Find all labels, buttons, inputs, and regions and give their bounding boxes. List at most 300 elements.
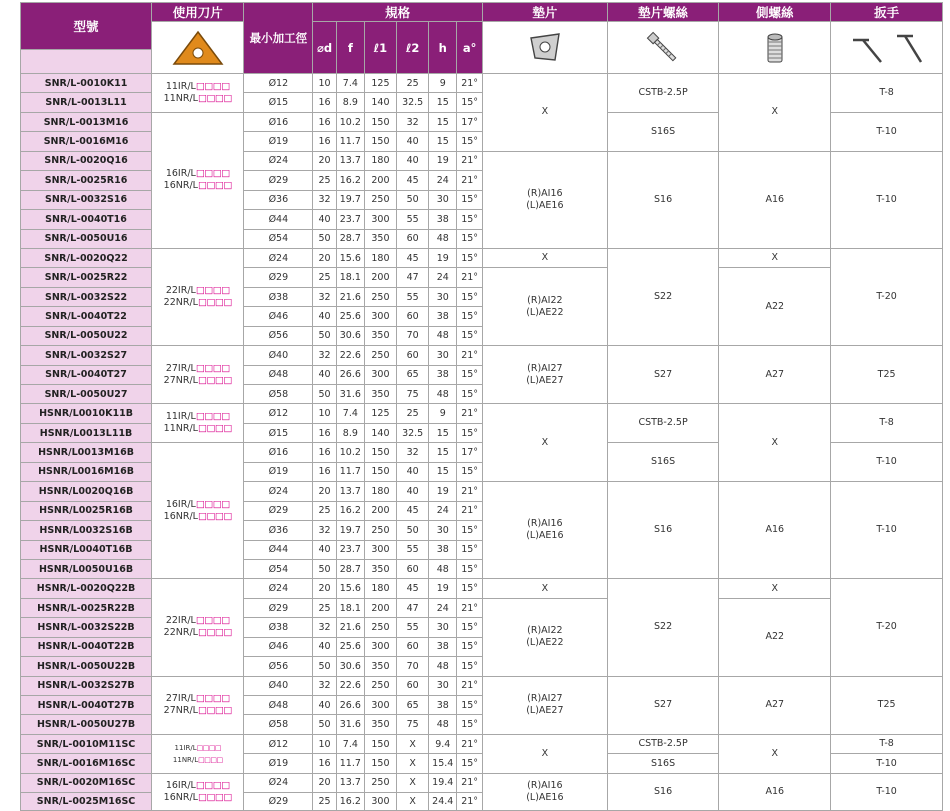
min-bore: Ø40 bbox=[244, 346, 313, 365]
dim-l1: 250 bbox=[364, 618, 396, 637]
model-code: SNR/L-0032S16 bbox=[21, 190, 152, 209]
dim-d: 16 bbox=[313, 443, 337, 462]
dim-d: 40 bbox=[313, 307, 337, 326]
side-screw-spec: X bbox=[719, 74, 831, 152]
shim-spec: (R)AI22 (L)AE22 bbox=[483, 598, 608, 676]
model-code: SNR/L-0025R22 bbox=[21, 268, 152, 287]
dim-f: 11.7 bbox=[336, 754, 364, 773]
dim-l2: 45 bbox=[397, 171, 429, 190]
dim-h: 24 bbox=[429, 598, 457, 617]
model-code: SNR/L-0032S27 bbox=[21, 346, 152, 365]
dim-l1: 300 bbox=[364, 365, 396, 384]
dim-d: 20 bbox=[313, 248, 337, 267]
shim-screw-spec: S16 bbox=[607, 482, 719, 579]
dim-a: 21° bbox=[457, 268, 483, 287]
dim-a: 21° bbox=[457, 501, 483, 520]
min-bore: Ø38 bbox=[244, 618, 313, 637]
dim-l1: 150 bbox=[364, 132, 396, 151]
dim-d: 50 bbox=[313, 715, 337, 734]
model-code: SNR/L-0020M16SC bbox=[21, 773, 152, 792]
dim-l1: 350 bbox=[364, 715, 396, 734]
dim-h: 19 bbox=[429, 482, 457, 501]
wrench-icon-cell bbox=[831, 22, 943, 74]
model-code: HSNR/L0050U16B bbox=[21, 559, 152, 578]
dim-l2: 70 bbox=[397, 326, 429, 345]
dim-l2: 55 bbox=[397, 287, 429, 306]
model-code: SNR/L-0025R16 bbox=[21, 171, 152, 190]
dim-h: 15 bbox=[429, 423, 457, 442]
dim-f: 22.6 bbox=[336, 346, 364, 365]
min-bore: Ø46 bbox=[244, 637, 313, 656]
shim-screw-spec: S22 bbox=[607, 579, 719, 676]
dim-f: 23.7 bbox=[336, 540, 364, 559]
dim-d: 16 bbox=[313, 423, 337, 442]
model-code: SNR/L-0025M16SC bbox=[21, 793, 152, 811]
dim-h: 30 bbox=[429, 521, 457, 540]
dim-f: 21.6 bbox=[336, 287, 364, 306]
side-screw-spec: A27 bbox=[719, 676, 831, 734]
dim-a: 15° bbox=[457, 365, 483, 384]
dim-a: 21° bbox=[457, 482, 483, 501]
dim-l1: 300 bbox=[364, 540, 396, 559]
side-screw-spec: A16 bbox=[719, 151, 831, 248]
dim-f: 18.1 bbox=[336, 598, 364, 617]
header-shim: 墊片 bbox=[483, 3, 608, 22]
model-code: HSNR/L-0032S27B bbox=[21, 676, 152, 695]
model-code: HSNR/L0032S16B bbox=[21, 521, 152, 540]
dim-f: 16.2 bbox=[336, 501, 364, 520]
table-row bbox=[21, 248, 943, 267]
dim-l1: 150 bbox=[364, 734, 396, 753]
dim-l1: 125 bbox=[364, 404, 396, 423]
dim-h: 24 bbox=[429, 268, 457, 287]
dim-a: 15° bbox=[457, 229, 483, 248]
model-code: HSNR/L0025R16B bbox=[21, 501, 152, 520]
wrench-spec: T-10 bbox=[831, 773, 943, 810]
dim-d: 20 bbox=[313, 773, 337, 792]
col-d: ⌀d bbox=[313, 22, 337, 74]
dim-f: 25.6 bbox=[336, 307, 364, 326]
min-bore: Ø56 bbox=[244, 326, 313, 345]
dim-f: 13.7 bbox=[336, 151, 364, 170]
shim-screw-spec: S22 bbox=[607, 248, 719, 345]
dim-l2: 32 bbox=[397, 443, 429, 462]
dim-l1: 250 bbox=[364, 676, 396, 695]
dim-a: 21° bbox=[457, 676, 483, 695]
wrench-spec: T-20 bbox=[831, 579, 943, 676]
dim-l1: 180 bbox=[364, 482, 396, 501]
dim-l2: 60 bbox=[397, 229, 429, 248]
dim-l1: 250 bbox=[364, 521, 396, 540]
dim-f: 26.6 bbox=[336, 696, 364, 715]
dim-a: 15° bbox=[457, 287, 483, 306]
dim-h: 19.4 bbox=[429, 773, 457, 792]
dim-a: 17° bbox=[457, 443, 483, 462]
dim-l2: 40 bbox=[397, 482, 429, 501]
dim-f: 13.7 bbox=[336, 482, 364, 501]
dim-a: 15° bbox=[457, 637, 483, 656]
dim-f: 31.6 bbox=[336, 715, 364, 734]
dim-l2: 60 bbox=[397, 346, 429, 365]
shim-screw-spec: S16 bbox=[607, 773, 719, 810]
dim-d: 32 bbox=[313, 676, 337, 695]
dim-l1: 300 bbox=[364, 637, 396, 656]
model-spacer bbox=[21, 50, 152, 74]
dim-l1: 200 bbox=[364, 501, 396, 520]
min-bore: Ø19 bbox=[244, 754, 313, 773]
side-screw-spec: X bbox=[719, 404, 831, 482]
min-bore: Ø29 bbox=[244, 793, 313, 811]
shim-spec: (R)AI16 (L)AE16 bbox=[483, 773, 608, 810]
dim-l2: 25 bbox=[397, 404, 429, 423]
dim-d: 50 bbox=[313, 326, 337, 345]
dim-d: 20 bbox=[313, 482, 337, 501]
dim-f: 31.6 bbox=[336, 385, 364, 404]
min-bore: Ø29 bbox=[244, 268, 313, 287]
dim-h: 48 bbox=[429, 326, 457, 345]
dim-l1: 180 bbox=[364, 579, 396, 598]
min-bore: Ø19 bbox=[244, 132, 313, 151]
dim-l1: 180 bbox=[364, 151, 396, 170]
model-code: HSNR/L-0050U22B bbox=[21, 657, 152, 676]
wrench-spec: T-10 bbox=[831, 151, 943, 248]
dim-h: 30 bbox=[429, 190, 457, 209]
wrench-spec: T-10 bbox=[831, 443, 943, 482]
dim-f: 11.7 bbox=[336, 462, 364, 481]
dim-h: 30 bbox=[429, 618, 457, 637]
model-code: SNR/L-0013M16 bbox=[21, 112, 152, 131]
min-bore: Ø12 bbox=[244, 74, 313, 93]
shim-screw-spec: S16S bbox=[607, 754, 719, 773]
dim-h: 15 bbox=[429, 112, 457, 131]
min-bore: Ø44 bbox=[244, 210, 313, 229]
table-row bbox=[21, 404, 943, 423]
dim-l2: 65 bbox=[397, 696, 429, 715]
side-screw-spec: A22 bbox=[719, 268, 831, 346]
dim-a: 21° bbox=[457, 598, 483, 617]
dim-h: 30 bbox=[429, 676, 457, 695]
screw-icon bbox=[643, 28, 683, 68]
dim-a: 21° bbox=[457, 151, 483, 170]
dim-f: 10.2 bbox=[336, 112, 364, 131]
min-bore: Ø24 bbox=[244, 482, 313, 501]
dim-l1: 350 bbox=[364, 229, 396, 248]
dim-h: 9.4 bbox=[429, 734, 457, 753]
model-code: HSNR/L-0040T22B bbox=[21, 637, 152, 656]
dim-l2: 40 bbox=[397, 151, 429, 170]
dim-l2: 55 bbox=[397, 618, 429, 637]
model-code: SNR/L-0020Q22 bbox=[21, 248, 152, 267]
model-code: SNR/L-0032S22 bbox=[21, 287, 152, 306]
side-screw-spec: X bbox=[719, 734, 831, 773]
table-row bbox=[21, 773, 943, 792]
insert-spec: 22IR/L□□□□ 22NR/L□□□□ bbox=[152, 248, 244, 345]
dim-l1: 200 bbox=[364, 171, 396, 190]
dim-f: 30.6 bbox=[336, 657, 364, 676]
triangle-insert-icon bbox=[169, 29, 227, 67]
dim-f: 7.4 bbox=[336, 734, 364, 753]
dim-a: 15° bbox=[457, 462, 483, 481]
dim-d: 10 bbox=[313, 734, 337, 753]
dim-a: 15° bbox=[457, 696, 483, 715]
dim-d: 16 bbox=[313, 132, 337, 151]
model-code: HSNR/L0010K11B bbox=[21, 404, 152, 423]
shim-spec: (R)AI16 (L)AE16 bbox=[483, 482, 608, 579]
dim-d: 32 bbox=[313, 618, 337, 637]
shim-spec: (R)AI22 (L)AE22 bbox=[483, 268, 608, 346]
min-bore: Ø48 bbox=[244, 696, 313, 715]
min-bore: Ø58 bbox=[244, 385, 313, 404]
min-bore: Ø15 bbox=[244, 423, 313, 442]
model-code: HSNR/L-0050U27B bbox=[21, 715, 152, 734]
side-screw-spec: X bbox=[719, 248, 831, 267]
wrench-spec: T-10 bbox=[831, 754, 943, 773]
dim-h: 15 bbox=[429, 132, 457, 151]
dim-l2: 45 bbox=[397, 248, 429, 267]
insert-spec: 11IR/L□□□□ 11NR/L□□□□ bbox=[152, 404, 244, 443]
side-screw-spec: X bbox=[719, 579, 831, 598]
dim-a: 15° bbox=[457, 326, 483, 345]
wrench-spec: T25 bbox=[831, 346, 943, 404]
dim-h: 19 bbox=[429, 151, 457, 170]
dim-a: 21° bbox=[457, 74, 483, 93]
dim-f: 30.6 bbox=[336, 326, 364, 345]
dim-l2: 47 bbox=[397, 598, 429, 617]
dim-h: 38 bbox=[429, 696, 457, 715]
insert-spec: 11IR/L□□□□ 11NR/L□□□□ bbox=[152, 74, 244, 113]
header-model: 型號 bbox=[21, 3, 152, 50]
dim-f: 26.6 bbox=[336, 365, 364, 384]
col-l2: ℓ2 bbox=[397, 22, 429, 74]
dim-l1: 250 bbox=[364, 346, 396, 365]
dim-l1: 150 bbox=[364, 443, 396, 462]
shim-screw-spec: CSTB-2.5P bbox=[607, 734, 719, 753]
dim-l2: 60 bbox=[397, 676, 429, 695]
dim-f: 13.7 bbox=[336, 773, 364, 792]
model-code: HSNR/L-0032S22B bbox=[21, 618, 152, 637]
shim-screw-spec: S16S bbox=[607, 443, 719, 482]
dim-l1: 200 bbox=[364, 598, 396, 617]
dim-l1: 350 bbox=[364, 559, 396, 578]
dim-h: 48 bbox=[429, 559, 457, 578]
min-bore: Ø24 bbox=[244, 773, 313, 792]
model-code: SNR/L-0050U22 bbox=[21, 326, 152, 345]
dim-f: 8.9 bbox=[336, 423, 364, 442]
wrench-spec: T-10 bbox=[831, 112, 943, 151]
shim-spec: X bbox=[483, 734, 608, 773]
wrench-spec: T-8 bbox=[831, 734, 943, 753]
insert-spec: 27IR/L□□□□ 27NR/L□□□□ bbox=[152, 346, 244, 404]
shim-screw-spec: CSTB-2.5P bbox=[607, 74, 719, 113]
dim-d: 40 bbox=[313, 540, 337, 559]
table-row bbox=[21, 74, 943, 93]
dim-l2: 45 bbox=[397, 579, 429, 598]
dim-d: 40 bbox=[313, 210, 337, 229]
dim-l2: 60 bbox=[397, 637, 429, 656]
dim-a: 21° bbox=[457, 793, 483, 811]
dim-f: 7.4 bbox=[336, 74, 364, 93]
dim-l2: 40 bbox=[397, 132, 429, 151]
model-code: SNR/L-0010M11SC bbox=[21, 734, 152, 753]
dim-d: 10 bbox=[313, 404, 337, 423]
min-bore: Ø54 bbox=[244, 229, 313, 248]
min-bore: Ø46 bbox=[244, 307, 313, 326]
dim-a: 21° bbox=[457, 734, 483, 753]
side-screw-spec: A16 bbox=[719, 482, 831, 579]
shim-screw-spec: CSTB-2.5P bbox=[607, 404, 719, 443]
dim-a: 21° bbox=[457, 171, 483, 190]
dim-d: 20 bbox=[313, 579, 337, 598]
dim-l1: 150 bbox=[364, 462, 396, 481]
dim-l1: 300 bbox=[364, 696, 396, 715]
model-code: HSNR/L0020Q16B bbox=[21, 482, 152, 501]
dim-h: 24.4 bbox=[429, 793, 457, 811]
tool-spec-table bbox=[20, 2, 943, 811]
dim-a: 21° bbox=[457, 346, 483, 365]
header-wrench: 扳手 bbox=[831, 3, 943, 22]
wrench-spec: T-20 bbox=[831, 248, 943, 345]
dim-l1: 140 bbox=[364, 93, 396, 112]
dim-l1: 250 bbox=[364, 287, 396, 306]
model-code: HSNR/L0016M16B bbox=[21, 462, 152, 481]
dim-f: 11.7 bbox=[336, 132, 364, 151]
dim-l2: 32.5 bbox=[397, 423, 429, 442]
dim-f: 18.1 bbox=[336, 268, 364, 287]
set-screw-icon bbox=[755, 28, 795, 68]
shim-spec: X bbox=[483, 248, 608, 267]
dim-l1: 250 bbox=[364, 190, 396, 209]
dim-l2: 47 bbox=[397, 268, 429, 287]
dim-f: 8.9 bbox=[336, 93, 364, 112]
min-bore: Ø15 bbox=[244, 93, 313, 112]
min-bore: Ø12 bbox=[244, 734, 313, 753]
dim-l1: 200 bbox=[364, 268, 396, 287]
dim-f: 7.4 bbox=[336, 404, 364, 423]
dim-h: 15 bbox=[429, 443, 457, 462]
insert-spec: 27IR/L□□□□ 27NR/L□□□□ bbox=[152, 676, 244, 734]
model-code: SNR/L-0016M16 bbox=[21, 132, 152, 151]
dim-a: 17° bbox=[457, 112, 483, 131]
wrench-icon bbox=[847, 28, 927, 68]
col-f: f bbox=[336, 22, 364, 74]
dim-l2: X bbox=[397, 754, 429, 773]
dim-a: 15° bbox=[457, 618, 483, 637]
shim-spec: X bbox=[483, 404, 608, 482]
dim-l2: 60 bbox=[397, 307, 429, 326]
header-shim-screw: 墊片螺絲 bbox=[607, 3, 719, 22]
dim-d: 50 bbox=[313, 657, 337, 676]
dim-d: 25 bbox=[313, 598, 337, 617]
dim-a: 15° bbox=[457, 579, 483, 598]
dim-h: 30 bbox=[429, 287, 457, 306]
min-bore: Ø24 bbox=[244, 248, 313, 267]
dim-d: 25 bbox=[313, 793, 337, 811]
shim-spec: X bbox=[483, 579, 608, 598]
dim-d: 40 bbox=[313, 696, 337, 715]
dim-l1: 180 bbox=[364, 248, 396, 267]
dim-d: 40 bbox=[313, 365, 337, 384]
col-h: h bbox=[429, 22, 457, 74]
dim-a: 21° bbox=[457, 404, 483, 423]
dim-a: 15° bbox=[457, 385, 483, 404]
model-code: SNR/L-0040T16 bbox=[21, 210, 152, 229]
dim-l2: X bbox=[397, 773, 429, 792]
min-bore: Ø56 bbox=[244, 657, 313, 676]
dim-h: 48 bbox=[429, 657, 457, 676]
dim-h: 9 bbox=[429, 404, 457, 423]
wrench-spec: T-10 bbox=[831, 482, 943, 579]
side-screw-spec: A22 bbox=[719, 598, 831, 676]
model-code: HSNR/L-0020Q22B bbox=[21, 579, 152, 598]
dim-f: 15.6 bbox=[336, 579, 364, 598]
dim-h: 38 bbox=[429, 365, 457, 384]
dim-a: 15° bbox=[457, 210, 483, 229]
dim-l2: 50 bbox=[397, 521, 429, 540]
dim-a: 15° bbox=[457, 307, 483, 326]
model-code: HSNR/L-0025R22B bbox=[21, 598, 152, 617]
model-code: SNR/L-0040T22 bbox=[21, 307, 152, 326]
dim-d: 10 bbox=[313, 74, 337, 93]
dim-d: 16 bbox=[313, 112, 337, 131]
insert-spec: 11IR/L□□□□ 11NR/L□□□□ bbox=[152, 734, 244, 773]
dim-h: 38 bbox=[429, 540, 457, 559]
table-row bbox=[21, 579, 943, 598]
dim-l2: 32.5 bbox=[397, 93, 429, 112]
dim-h: 38 bbox=[429, 307, 457, 326]
min-bore: Ø38 bbox=[244, 287, 313, 306]
dim-f: 15.6 bbox=[336, 248, 364, 267]
model-code: SNR/L-0016M16SC bbox=[21, 754, 152, 773]
model-code: HSNR/L-0040T27B bbox=[21, 696, 152, 715]
model-code: SNR/L-0050U27 bbox=[21, 385, 152, 404]
dim-l2: 45 bbox=[397, 501, 429, 520]
side-screw-spec: A16 bbox=[719, 773, 831, 810]
header-spec: 規格 bbox=[313, 3, 483, 22]
min-bore: Ø12 bbox=[244, 404, 313, 423]
dim-a: 15° bbox=[457, 521, 483, 540]
dim-l2: 25 bbox=[397, 74, 429, 93]
dim-a: 15° bbox=[457, 754, 483, 773]
dim-d: 16 bbox=[313, 462, 337, 481]
dim-l2: X bbox=[397, 793, 429, 811]
model-code: SNR/L-0020Q16 bbox=[21, 151, 152, 170]
dim-l1: 350 bbox=[364, 326, 396, 345]
dim-a: 15° bbox=[457, 93, 483, 112]
dim-l1: 300 bbox=[364, 307, 396, 326]
dim-l2: 55 bbox=[397, 210, 429, 229]
dim-h: 9 bbox=[429, 74, 457, 93]
dim-f: 16.2 bbox=[336, 793, 364, 811]
table-row bbox=[21, 346, 943, 365]
dim-f: 25.6 bbox=[336, 637, 364, 656]
dim-l1: 140 bbox=[364, 423, 396, 442]
dim-a: 15° bbox=[457, 190, 483, 209]
min-bore: Ø24 bbox=[244, 579, 313, 598]
dim-a: 15° bbox=[457, 248, 483, 267]
dim-l1: 350 bbox=[364, 657, 396, 676]
header-min-bore: 最小加工徑 bbox=[244, 3, 313, 74]
insert-spec: 16IR/L□□□□ 16NR/L□□□□ bbox=[152, 443, 244, 579]
dim-a: 15° bbox=[457, 559, 483, 578]
dim-h: 48 bbox=[429, 229, 457, 248]
min-bore: Ø58 bbox=[244, 715, 313, 734]
shim-spec: (R)AI27 (L)AE27 bbox=[483, 676, 608, 734]
dim-d: 32 bbox=[313, 521, 337, 540]
table-row bbox=[21, 676, 943, 695]
dim-f: 21.6 bbox=[336, 618, 364, 637]
shim-screw-spec: S16 bbox=[607, 151, 719, 248]
insert-icon-cell bbox=[152, 22, 244, 74]
